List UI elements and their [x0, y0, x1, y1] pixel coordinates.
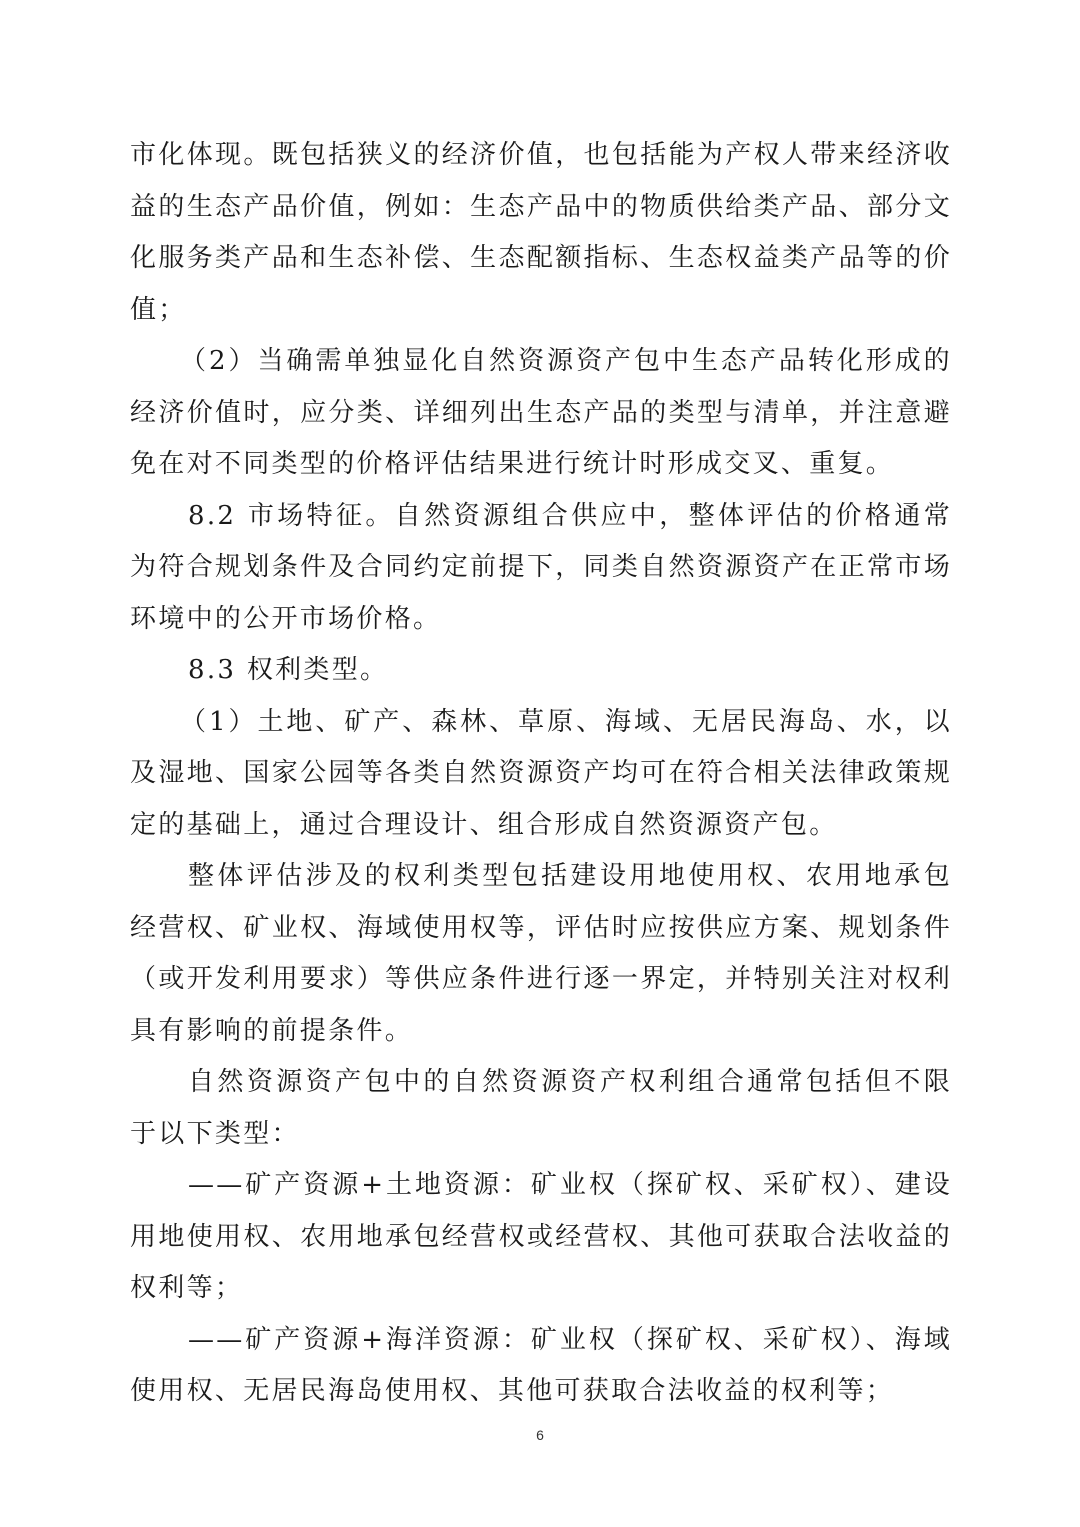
- list-item-mineral-marine: ——矿产资源+海洋资源：矿业权（探矿权、采矿权）、海域使用权、无居民海岛使用权、其他可获取合法收益的权利等；: [130, 1324, 952, 1406]
- list-item-mineral-land: ——矿产资源+土地资源：矿业权（探矿权、采矿权）、建设用地使用权、农用地承包经营权或经营权、其他可获取合法收益的权利等；: [130, 1170, 952, 1303]
- paragraph-section-8-3-heading: 8.3 权利类型。: [188, 655, 389, 685]
- paragraph-item-2: （2）当确需单独显化自然资源资产包中生态产品转化形成的经济价值时，应分类、详细列出生态产品的类型与清单，并注意避免在对不同类型的价格评估结果进行统计时形成交叉、重复。: [130, 346, 952, 479]
- page-number: 6: [536, 1427, 544, 1443]
- paragraph-rights-combination: 自然资源资产包中的自然资源资产权利组合通常包括但不限于以下类型：: [130, 1067, 952, 1149]
- paragraph-section-8-2: 8.2 市场特征。自然资源组合供应中，整体评估的价格通常为符合规划条件及合同约定前提下，同类自然资源资产在正常市场环境中的公开市场价格。: [130, 500, 952, 634]
- paragraph-rights-types: 整体评估涉及的权利类型包括建设用地使用权、农用地承包经营权、矿业权、海域使用权等，评估时应按供应方案、规划条件（或开发利用要求）等供应条件进行逐一界定，并特别关注对权利具有影响的前提条件。: [130, 861, 952, 1046]
- paragraph-item-1: （1）土地、矿产、森林、草原、海域、无居民海岛、水，以及湿地、国家公园等各类自然资源资产均可在符合相关法律政策规定的基础上，通过合理设计、组合形成自然资源资产包。: [130, 706, 952, 840]
- document-body: [130, 130, 952, 1418]
- paragraph-continuation: 市化体现。既包括狭义的经济价值，也包括能为产权人带来经济收益的生态产品价值，例如：生态产品中的物质供给类产品、部分文化服务类产品和生态补偿、生态配额指标、生态权益类产品等的价值；: [130, 140, 952, 325]
